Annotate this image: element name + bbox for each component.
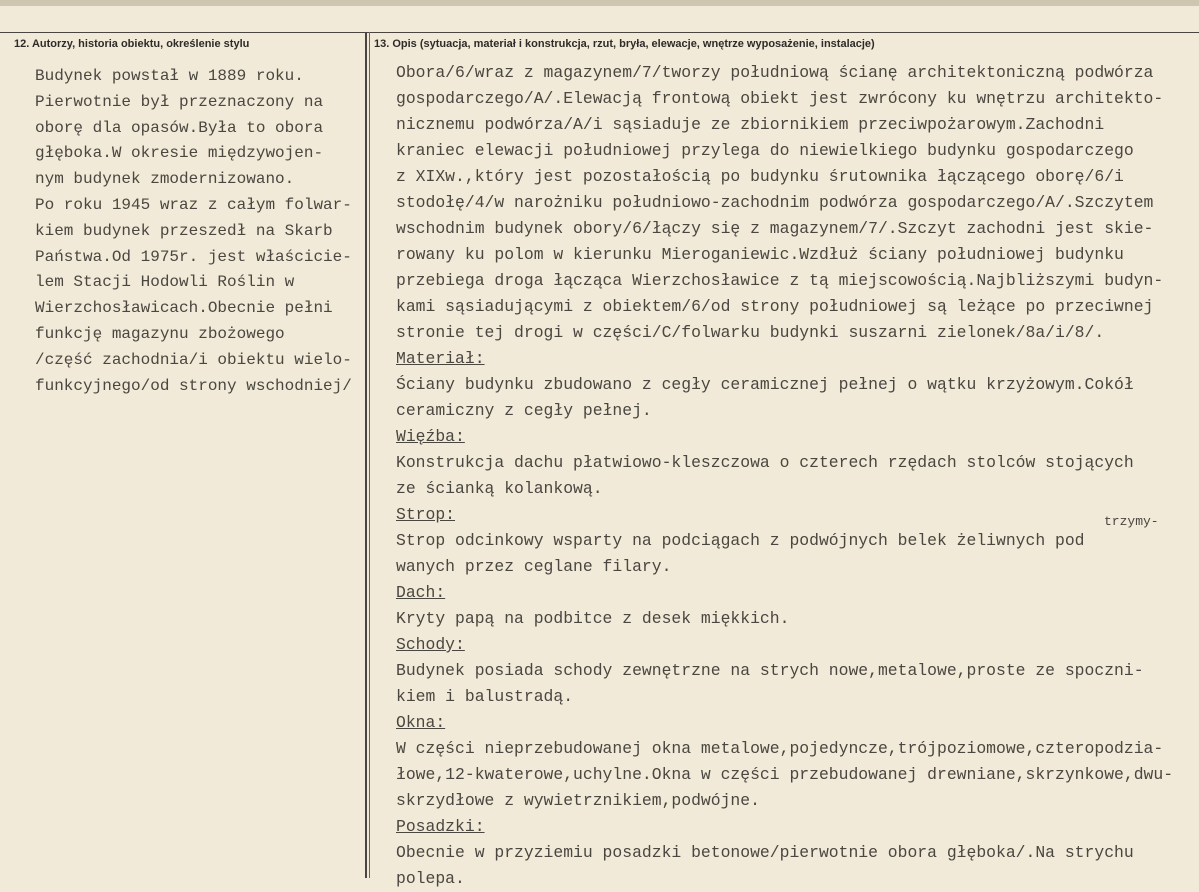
description-line: Budynek posiada schody zewnętrzne na strych nowe,metalowe,proste ze spoczni- — [396, 661, 1144, 680]
description-line: Obecnie w przyziemiu posadzki betonowe/pierwotnie obora głęboka/.Na strychu — [396, 843, 1134, 862]
description-line: Konstrukcja dachu płatwiowo-kleszczowa o czterech rzędach stolców stojących — [396, 453, 1134, 472]
history-line: funkcyjnego/od strony wschodniej/ — [35, 376, 352, 395]
description-line: ceramiczny z cegły pełnej. — [396, 401, 652, 420]
description-line: W części nieprzebudowanej okna metalowe,pojedyncze,trójpoziomowe,czteropodzia- — [396, 739, 1164, 758]
description-line: skrzydłowe z wywietrznikiem,podwójne. — [396, 791, 760, 810]
top-edge — [0, 0, 1199, 6]
section-heading-roof: Dach: — [396, 583, 446, 602]
history-line: nym budynek zmodernizowano. — [35, 170, 295, 189]
description-line: Obora/6/wraz z magazynem/7/tworzy południową ścianę architektoniczną podwórza — [396, 63, 1154, 82]
history-line: /część zachodnia/i obiektu wielo- — [35, 350, 352, 369]
history-line: Państwa.Od 1975r. jest właścicie- — [35, 247, 352, 266]
history-line: Wierzchosławicach.Obecnie pełni — [35, 299, 333, 318]
description-line: z XIXw.,który jest pozostałością po budynku śrutownika łączącego oborę/6/i — [396, 167, 1124, 186]
description-line: łowe,12-kwaterowe,uchylne.Okna w części przebudowanej drewniane,skrzynkowe,dwu- — [396, 765, 1174, 784]
history-line: Po roku 1945 wraz z całym folwar- — [35, 195, 352, 214]
history-line: głęboka.W okresie międzywojen- — [35, 144, 324, 163]
history-line: kiem budynek przeszedł na Skarb — [35, 221, 333, 240]
description-line: stodołę/4/w narożniku południowo-zachodnim podwórza gospodarczego/A/.Szczytem — [396, 193, 1154, 212]
description-line: Ściany budynku zbudowano z cegły ceramicznej pełnej o wątku krzyżowym.Cokół — [396, 375, 1134, 394]
section-heading-roof-truss: Więźba: — [396, 427, 465, 446]
description-line: wschodnim budynek obory/6/łączy się z magazynem/7/.Szczyt zachodni jest skie- — [396, 219, 1154, 238]
description-line: kraniec elewacji południowej przylega do niewielkiego budynku gospodarczego — [396, 141, 1134, 160]
description-line: Strop odcinkowy wsparty na podciągach z podwójnych belek żeliwnych pod — [396, 531, 1085, 550]
description-line: gospodarczego/A/.Elewacją frontową obiekt jest zwrócony ku wnętrzu architekto- — [396, 89, 1164, 108]
history-line: lem Stacji Hodowli Roślin w — [35, 273, 295, 292]
description-line: polepa. — [396, 869, 465, 888]
section-heading-windows: Okna: — [396, 713, 446, 732]
history-text — [35, 64, 365, 399]
description-text — [396, 60, 1196, 892]
right-column-heading: 13. Opis (sytuacja, materiał i konstrukcja, rzut, bryła, elewacje, wnętrze wyposażenie, instalacje) — [374, 38, 875, 50]
history-line: Budynek powstał w 1889 roku. — [35, 67, 304, 85]
description-line: kiem i balustradą. — [396, 687, 574, 706]
description-line: przebiega droga łącząca Wierzchosławice z tą miejscowością.Najbliższymi budyn- — [396, 271, 1164, 290]
column-divider — [365, 32, 367, 878]
description-line: ze ścianką kolankową. — [396, 479, 603, 498]
description-line: nicznemu podwórza/A/i sąsiaduje ze zbiornikiem przeciwpożarowym.Zachodni — [396, 115, 1105, 134]
section-heading-stairs: Schody: — [396, 635, 465, 654]
column-divider-inner — [369, 32, 370, 878]
section-heading-material: Materiał: — [396, 349, 485, 368]
section-heading-floors: Posadzki: — [396, 817, 485, 836]
description-line: wanych przez ceglane filary. — [396, 557, 672, 576]
description-line: kami sąsiadującymi z obiektem/6/od strony południowej są leżące po przeciwnej — [396, 297, 1154, 316]
handwritten-correction: trzymy- — [1104, 514, 1159, 529]
history-line: Pierwotnie był przeznaczony na — [35, 92, 324, 111]
description-line: rowany ku polom w kierunku Mieroganiewic.Wzdłuż ściany południowej budynku — [396, 245, 1124, 264]
history-line: funkcję magazynu zbożowego — [35, 324, 285, 343]
description-line: Kryty papą na podbitce z desek miękkich. — [396, 609, 790, 628]
description-line: stronie tej drogi w części/C/folwarku budynki suszarni zielonek/8a/i/8/. — [396, 323, 1105, 342]
section-heading-ceiling: Strop: — [396, 505, 456, 524]
left-column-heading: 12. Autorzy, historia obiektu, określenie stylu — [14, 38, 250, 50]
header-rule — [0, 32, 1199, 33]
history-line: oborę dla opasów.Była to obora — [35, 118, 324, 137]
